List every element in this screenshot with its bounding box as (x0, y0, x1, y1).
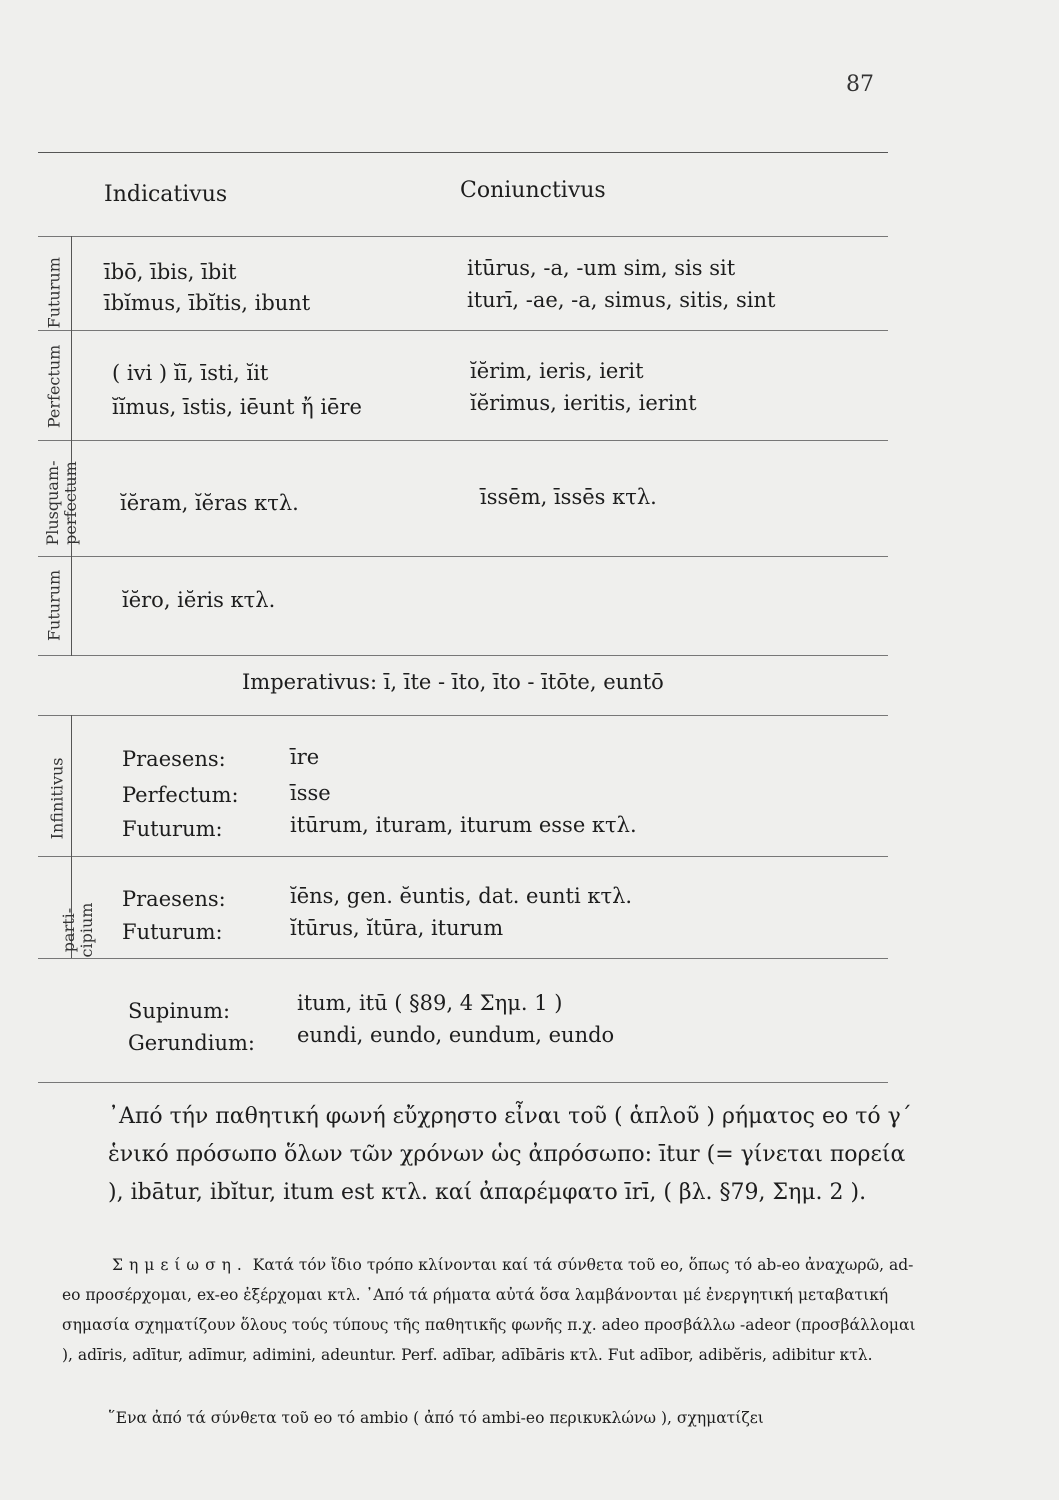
imperative-line: Imperativus: ī, īte - īto, īto - ītōte, euntō (242, 670, 664, 694)
infinitive-futurum-key: Futurum: (122, 817, 223, 841)
column-header-indicative: Indicativus (104, 182, 228, 207)
infinitive-praesens-value: īre (290, 745, 320, 769)
note-paragraph (62, 1250, 922, 1370)
infinitive-futurum-value: itūrum, ituram, iturum esse κτλ. (290, 813, 637, 837)
perfectum-indicative-line2: ĭĭmus, īstis, iēunt ἤ iēre (112, 395, 362, 419)
participle-praesens-value: ĭēns, gen. ĕuntis, dat. eunti κτλ. (290, 884, 633, 908)
side-label-plusquamperfectum (44, 455, 80, 551)
gerundium-value: eundi, eundo, eundum, eundo (297, 1023, 615, 1047)
rule-after-perfectum (38, 440, 888, 441)
rule-after-plusquam (38, 556, 888, 557)
side-label-participium (60, 890, 96, 970)
participle-praesens-key: Praesens: (122, 887, 226, 911)
rule-bottom (38, 1082, 888, 1083)
column-header-subjunctive: Coniunctivus (460, 178, 606, 203)
supinum-value: itum, itū ( §89, 4 Σημ. 1 ) (297, 991, 563, 1015)
page-number: 87 (846, 72, 874, 97)
note-continuation: ῞Ενα ἀπό τά σύνθετα τοῦ eo τό ambio ( ἀπό τό ambi-eo περικυκλώνω ), σχηματίζει (108, 1409, 764, 1427)
infinitive-praesens-key: Praesens: (122, 747, 226, 771)
side-label-plusquam-line2: perfectum (61, 461, 80, 545)
note-label: Σημείωση. (112, 1256, 248, 1274)
note-block (62, 1250, 922, 1370)
futurum-indicative-line1: ībō, ībis, ībit (104, 260, 237, 284)
note-text: Κατά τόν ἴδιο τρόπο κλίνονται καί τά σύνθετα τοῦ eo, ὅπως τό ab-eo ἀναχωρῶ, ad-eo προσέρχομαι, ex-eo ἐξέρχομαι κτλ. ᾿Από τά ρήματα αὐτά ὅσα λαμβάνονται μέ ἐνεργητική μεταβατική σημασία σχηματίζουν ὅλους τούς τύπους τῆς παθητικῆς φωνῆς π.χ. adeo προσβάλλω -adeor (προσβάλλομαι ), adīris, adītur, adīmur, adimini, adeuntur. Perf. adībar, adībāris κτλ. Fut adībor, adibĕris, adibitur κτλ. (62, 1256, 916, 1364)
participle-futurum-value: ĭtūrus, ĭtūra, iturum (290, 916, 504, 940)
infinitive-perfectum-key: Perfectum: (122, 783, 239, 807)
participle-futurum-key: Futurum: (122, 920, 223, 944)
side-label-participium-line1: parti- (59, 907, 78, 953)
rule-after-imperative (38, 715, 888, 716)
gerundium-key: Gerundium: (128, 1031, 255, 1055)
side-rule-1 (71, 236, 72, 656)
rule-after-infinitivus (38, 856, 888, 857)
side-label-plusquam-line1: Plusquam- (43, 460, 62, 546)
side-label-infinitivus: Infinitivus (47, 757, 67, 840)
side-label-perfectum: Perfectum (44, 344, 64, 429)
rule-top (38, 152, 888, 153)
side-label-futurum: Futurum (44, 257, 64, 329)
rule-header (38, 236, 888, 237)
rule-after-futurum-exactum (38, 655, 888, 656)
supinum-key: Supinum: (128, 999, 231, 1023)
body-paragraph: ᾿Από τήν παθητική φωνή εὔχρηστο εἶναι τοῦ ( ἁπλοῦ ) ρήματος eo τό γ΄ ἑνικό πρόσωπο ὅλων τῶν χρόνων ὡς ἀπρόσωπο: ītur (= γίνεται πορεία ), ibātur, ibĭtur, itum est κτλ. καί ἀπαρέμφατο īrī, ( βλ. §79, Σημ. 2 ). (108, 1104, 912, 1205)
futurum-indicative-line2: ībĭmus, ībĭtis, ibunt (104, 291, 311, 315)
perfectum-subjunctive-line2: ĭĕrimus, ieritis, ierint (470, 391, 697, 415)
rule-after-futurum (38, 330, 888, 331)
side-label-participium-line2: cipium (77, 902, 96, 958)
plusquam-indicative-line1: ĭĕram, ĭĕras κτλ. (120, 491, 299, 515)
perfectum-indicative-line1: ( ivi ) ĭī, īsti, ĭit (112, 361, 269, 385)
side-label-futurum-exactum: Futurum (44, 569, 64, 642)
futurum-subjunctive-line1: itūrus, -a, -um sim, sis sit (467, 256, 736, 280)
plusquam-subjunctive-line1: īssēm, īssēs κτλ. (480, 485, 657, 509)
rule-after-participium (38, 958, 888, 959)
futurum-exactum-indicative-line1: ĭĕro, iĕris κτλ. (122, 588, 276, 612)
perfectum-subjunctive-line1: ĭĕrim, ieris, ierit (470, 359, 644, 383)
futurum-subjunctive-line2: iturī, -ae, -a, simus, sitis, sint (467, 288, 776, 312)
infinitive-perfectum-value: īsse (290, 781, 331, 805)
